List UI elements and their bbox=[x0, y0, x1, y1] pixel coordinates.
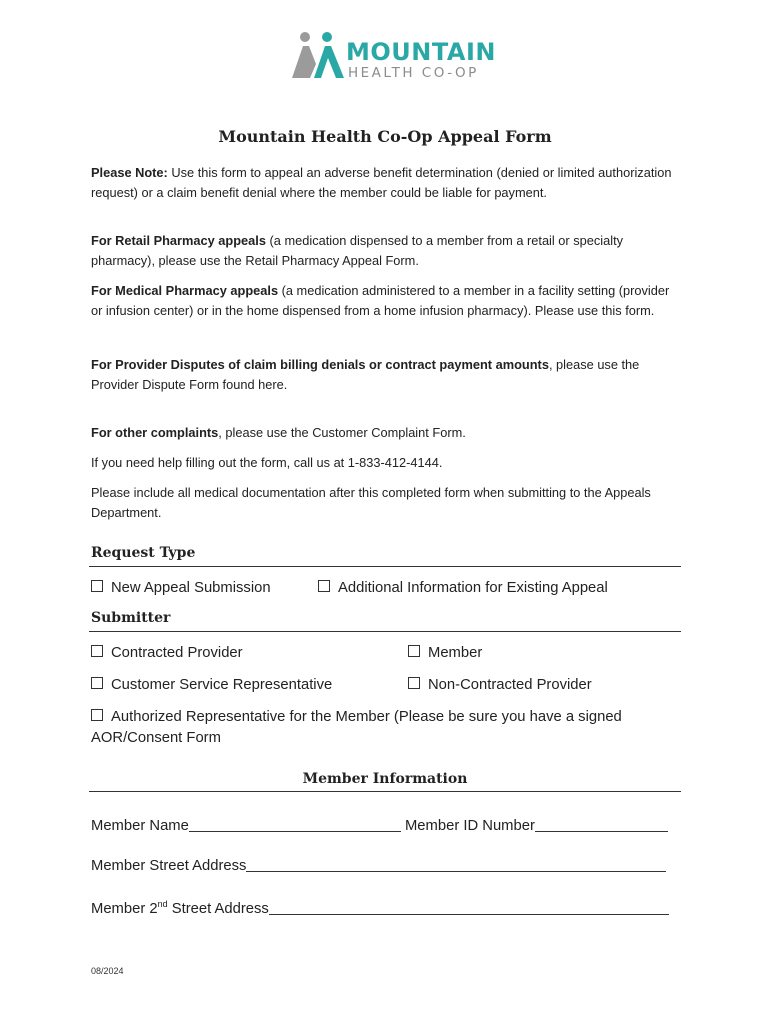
member-street2-label-prefix: Member 2 bbox=[91, 900, 158, 917]
member-option[interactable] bbox=[408, 643, 482, 663]
member-name-label: Member Name bbox=[91, 818, 189, 834]
member-street2-field[interactable] bbox=[269, 900, 669, 915]
mountain-people-logo-icon bbox=[290, 30, 346, 82]
customer-service-rep-option[interactable] bbox=[91, 675, 332, 695]
provider-disputes-paragraph bbox=[91, 355, 681, 394]
provider-disputes-text: , please use the Provider Dispute Form found here. bbox=[91, 357, 640, 392]
submitter-divider bbox=[89, 631, 681, 632]
medical-pharmacy-text: (a medication administered to a member in a facility setting (provider or infusion center) or in the home dispensed from a home infusion pharmacy). Please use this form. bbox=[91, 283, 670, 318]
other-complaints-text: , please use the Customer Complaint Form. bbox=[218, 425, 466, 440]
submitter-heading: Submitter bbox=[91, 610, 171, 626]
request-type-heading: Request Type bbox=[91, 545, 196, 561]
additional-info-option[interactable] bbox=[318, 578, 608, 598]
member-street-row bbox=[91, 857, 666, 874]
non-contracted-provider-option[interactable] bbox=[408, 675, 592, 695]
contracted-provider-option[interactable] bbox=[91, 643, 243, 663]
revision-date: 08/2024 bbox=[91, 966, 124, 976]
retail-pharmacy-paragraph bbox=[91, 231, 681, 270]
checkbox-icon[interactable] bbox=[91, 677, 103, 689]
checkbox-icon[interactable] bbox=[91, 645, 103, 657]
new-appeal-option[interactable] bbox=[91, 578, 271, 598]
member-label: Member bbox=[428, 645, 483, 661]
please-note-label: Please Note: bbox=[91, 165, 168, 180]
logo-wordmark-mountain: MOUNTAIN bbox=[346, 38, 496, 66]
member-information-divider bbox=[89, 791, 681, 792]
non-contracted-provider-label: Non-Contracted Provider bbox=[428, 677, 592, 693]
authorized-rep-label: Authorized Representative for the Member (Please be sure you have a signed AOR/Consent Form bbox=[91, 709, 622, 746]
checkbox-icon[interactable] bbox=[91, 709, 103, 721]
checkbox-icon[interactable] bbox=[318, 580, 330, 592]
member-street2-label-sup: nd bbox=[157, 899, 168, 909]
additional-info-label: Additional Information for Existing Appeal bbox=[338, 580, 608, 596]
member-id-field[interactable] bbox=[535, 817, 668, 832]
help-phone-paragraph: If you need help filling out the form, call us at 1-833-412-4144. bbox=[91, 455, 443, 470]
member-information-heading: Member Information bbox=[302, 771, 468, 787]
retail-pharmacy-text: (a medication dispensed to a member from a retail or specialty pharmacy), please use the Retail Pharmacy Appeal Form. bbox=[91, 233, 624, 268]
retail-pharmacy-label: For Retail Pharmacy appeals bbox=[91, 233, 266, 248]
contracted-provider-label: Contracted Provider bbox=[111, 645, 243, 661]
checkbox-icon[interactable] bbox=[408, 677, 420, 689]
provider-disputes-label: For Provider Disputes of claim billing denials or contract payment amounts bbox=[91, 357, 549, 372]
checkbox-icon[interactable] bbox=[91, 580, 103, 592]
mountain-health-logo bbox=[290, 30, 496, 84]
other-complaints-paragraph bbox=[91, 423, 681, 443]
authorized-rep-option[interactable] bbox=[91, 707, 681, 749]
please-note-text: Use this form to appeal an adverse benefit determination (denied or limited authorization request) or a claim benefit denial where the member could be liable for payment. bbox=[91, 165, 672, 200]
new-appeal-label: New Appeal Submission bbox=[111, 580, 271, 596]
form-title: Mountain Health Co-Op Appeal Form bbox=[218, 127, 552, 146]
customer-service-rep-label: Customer Service Representative bbox=[111, 677, 333, 693]
documentation-paragraph: Please include all medical documentation after this completed form when submitting to the Appeals Department. bbox=[91, 485, 651, 520]
member-street2-row bbox=[91, 899, 669, 917]
medical-pharmacy-label: For Medical Pharmacy appeals bbox=[91, 283, 279, 298]
medical-pharmacy-paragraph bbox=[91, 281, 681, 320]
member-name-row bbox=[91, 817, 668, 834]
member-street-field[interactable] bbox=[246, 857, 666, 872]
please-note-paragraph bbox=[91, 163, 681, 202]
member-name-field[interactable] bbox=[189, 817, 401, 832]
request-type-divider bbox=[89, 566, 681, 567]
member-street2-label-suffix: Street Address bbox=[167, 900, 269, 917]
other-complaints-label: For other complaints bbox=[91, 425, 219, 440]
logo-wordmark-health-coop: HEALTH CO-OP bbox=[348, 65, 479, 81]
member-street-label: Member Street Address bbox=[91, 858, 247, 874]
checkbox-icon[interactable] bbox=[408, 645, 420, 657]
member-id-label: Member ID Number bbox=[404, 818, 535, 834]
